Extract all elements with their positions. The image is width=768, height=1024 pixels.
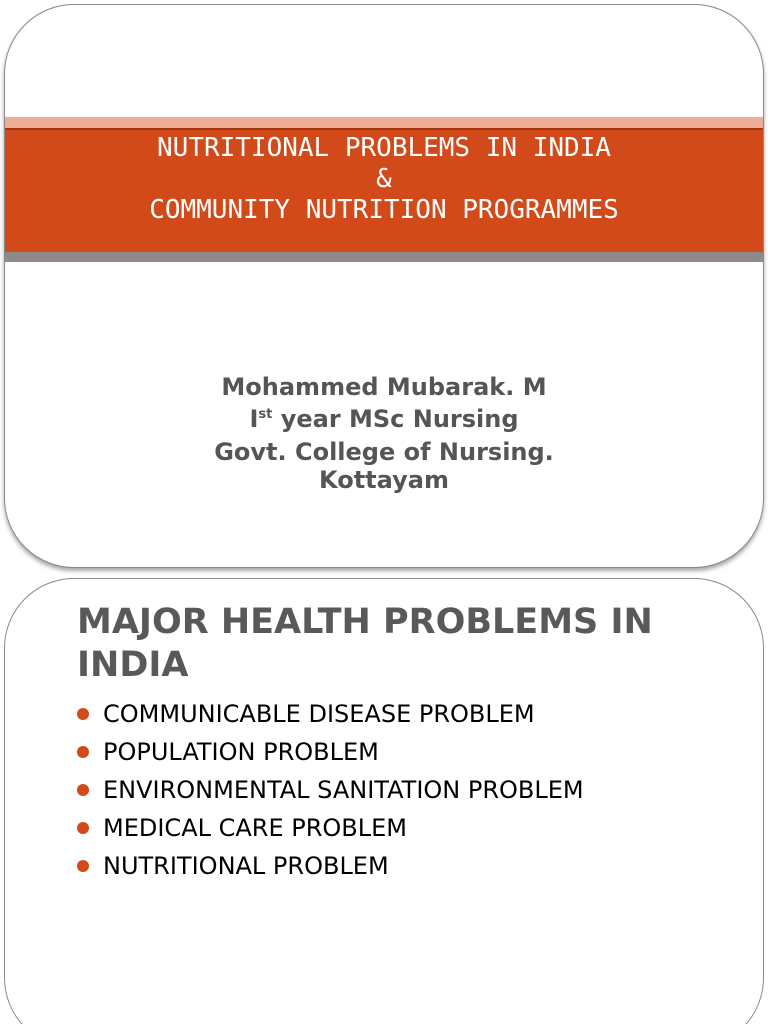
slide-heading: MAJOR HEALTH PROBLEMS IN INDIA [77, 602, 653, 685]
author-name: Mohammed Mubarak. M [221, 373, 547, 401]
bullet-text: MEDICAL CARE PROBLEM [103, 814, 407, 842]
title-line-3: COMMUNITY NUTRITION PROGRAMMES [149, 195, 619, 225]
bullet-dot-icon [77, 860, 89, 872]
bullet-item [77, 695, 584, 733]
bullet-text: NUTRITIONAL PROBLEM [103, 852, 389, 880]
bullet-dot-icon [77, 708, 89, 720]
slide-title [5, 133, 763, 226]
bullet-list [77, 695, 584, 885]
bullet-text: POPULATION PROBLEM [103, 738, 379, 766]
title-line-1: NUTRITIONAL PROBLEMS IN INDIA [157, 133, 611, 163]
title-slide [4, 4, 764, 568]
bullet-item [77, 733, 584, 771]
author-block [5, 371, 763, 494]
title-band-top-stripe [5, 117, 763, 128]
bullet-text: ENVIRONMENTAL SANITATION PROBLEM [103, 776, 584, 804]
author-year-prefix: I [249, 405, 259, 433]
title-line-2: & [376, 164, 392, 194]
title-band-bottom-stripe [5, 252, 763, 262]
author-year-rest: year MSc Nursing [272, 405, 519, 433]
bullet-dot-icon [77, 822, 89, 834]
author-year-superscript: st [258, 407, 273, 422]
bullet-text: COMMUNICABLE DISEASE PROBLEM [103, 700, 535, 728]
bullet-item [77, 809, 584, 847]
content-slide [4, 578, 764, 1024]
author-college: Govt. College of Nursing. [214, 438, 554, 466]
bullet-item [77, 847, 584, 885]
bullet-item [77, 771, 584, 809]
author-place: Kottayam [319, 466, 449, 494]
author-year [5, 403, 763, 435]
bullet-dot-icon [77, 784, 89, 796]
bullet-dot-icon [77, 746, 89, 758]
